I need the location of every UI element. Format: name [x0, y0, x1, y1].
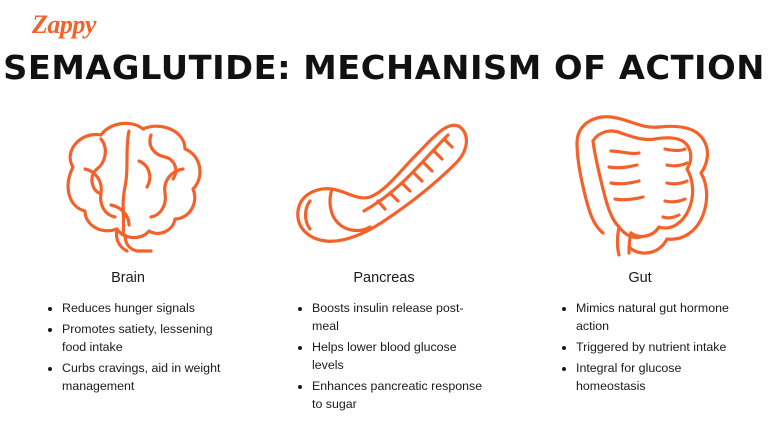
list-item: • Curbs cravings, aid in weight management — [62, 360, 240, 396]
column-brain — [0, 104, 256, 399]
column-gut — [512, 104, 768, 399]
list-item: • Triggered by nutrient intake — [576, 339, 754, 357]
column-label-pancreas: Pancreas — [353, 270, 415, 286]
list-item: • Integral for glucose homeostasis — [576, 360, 754, 396]
pancreas-icon — [284, 104, 484, 264]
list-item: • Enhances pancreatic response to sugar — [312, 378, 490, 414]
page-title: SEMAGLUTIDE: MECHANISM OF ACTION — [3, 48, 765, 87]
column-label-gut: Gut — [628, 270, 652, 286]
column-pancreas — [256, 104, 512, 417]
columns-container — [0, 104, 768, 417]
list-item: • Mimics natural gut hormone action — [576, 300, 754, 336]
gut-icon — [555, 104, 725, 264]
list-item: • Boosts insulin release post-meal — [312, 300, 490, 336]
list-item: • Helps lower blood glucose levels — [312, 339, 490, 375]
list-item: • Reduces hunger signals — [62, 300, 240, 318]
bullet-list-gut — [558, 300, 754, 399]
bullet-list-brain — [44, 300, 240, 399]
column-label-brain: Brain — [111, 270, 145, 286]
list-item: • Promotes satiety, lessening food intake — [62, 321, 240, 357]
brain-icon — [33, 104, 223, 264]
bullet-list-pancreas — [294, 300, 490, 417]
brand-logo: Zappy — [32, 10, 96, 39]
